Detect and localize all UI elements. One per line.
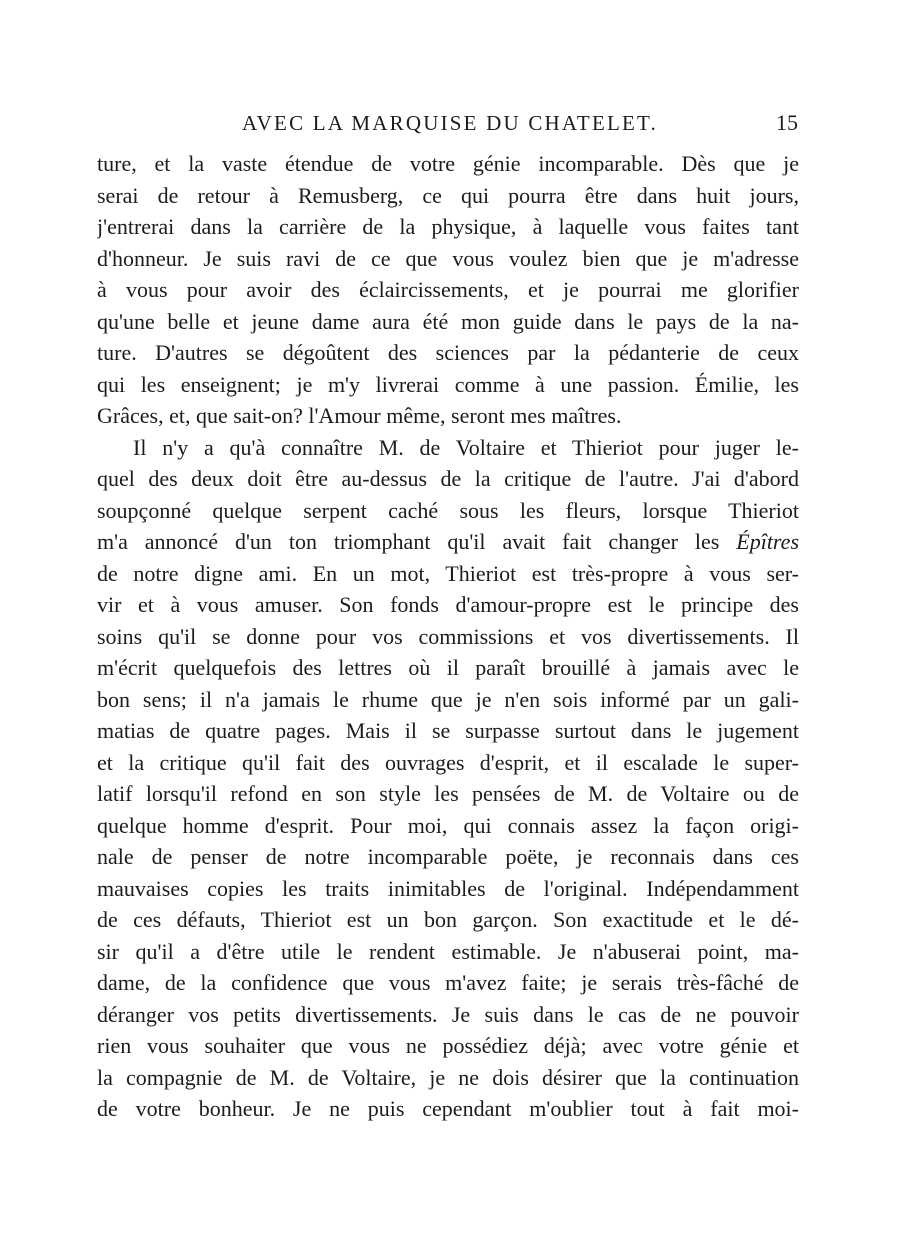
- text-line-start: m'a annoncé d'un ton triomphant qu'il avait fait changer les: [97, 529, 737, 554]
- text-line: d'honneur. Je suis ravi de ce que vous voulez bien que je m'adresse: [97, 245, 799, 271]
- text-line: ture. D'autres se dégoûtent des sciences par la pédanterie de ceux: [97, 340, 799, 365]
- text-line: ture, et la vaste étendue de votre génie incomparable. Dès que je: [97, 151, 799, 176]
- text-line: quel des deux doit être au-dessus de la critique de l'autre. J'ai d'abord: [97, 466, 799, 491]
- text-line: de votre bonheur. Je ne puis cependant m'oublier tout à fait moi-: [97, 1096, 799, 1121]
- text-line: quelque homme d'esprit. Pour moi, qui connais assez la façon origi-: [97, 812, 799, 838]
- text-line: matias de quatre pages. Mais il se surpasse surtout dans le jugement: [97, 718, 799, 743]
- text-line: Grâces, et, que sait-on? l'Amour même, seront mes maîtres.: [97, 403, 622, 428]
- text-line: m'écrit quelquefois des lettres où il paraît brouillé à jamais avec le: [97, 655, 799, 680]
- text-line: déranger vos petits divertissements. Je suis dans le cas de ne pouvoir: [97, 1001, 799, 1027]
- text-line: soupçonné quelque serpent caché sous les fleurs, lorsque Thieriot: [97, 497, 799, 523]
- text-line: vir et à vous amuser. Son fonds d'amour-propre est le principe des: [97, 592, 799, 617]
- text-line: de notre digne ami. En un mot, Thieriot est très-propre à vous ser-: [97, 560, 799, 586]
- text-line: Il n'y a qu'à connaître M. de Voltaire et Thieriot pour juger le-: [133, 434, 799, 460]
- text-line: bon sens; il n'a jamais le rhume que je n'en sois informé par un gali-: [97, 686, 799, 712]
- italic-title: Épîtres: [736, 529, 799, 554]
- text-line: dame, de la confidence que vous m'avez faite; je serais très-fâché de: [97, 970, 799, 995]
- text-line: qui les enseignent; je m'y livrerai comme à une passion. Émilie, les: [97, 371, 799, 397]
- text-line: rien vous souhaiter que vous ne possédiez déjà; avec votre génie et: [97, 1033, 799, 1058]
- text-line: la compagnie de M. de Voltaire, je ne dois désirer que la continuation: [97, 1064, 799, 1090]
- text-line: nale de penser de notre incomparable poëte, je reconnais dans ces: [97, 844, 799, 869]
- page-number: 15: [776, 110, 798, 135]
- text-line: soins qu'il se donne pour vos commissions et vos divertissements. Il: [97, 623, 799, 649]
- body-text: [97, 148, 799, 1125]
- text-line: mauvaises copies les traits inimitables de l'original. Indépendamment: [97, 875, 799, 901]
- text-line: sir qu'il a d'être utile le rendent estimable. Je n'abuserai point, ma-: [97, 938, 799, 964]
- text-line-with-italic: [97, 526, 799, 558]
- text-line: à vous pour avoir des éclaircissements, et je pourrai me glorifier: [97, 277, 799, 302]
- text-line: qu'une belle et jeune dame aura été mon guide dans le pays de la na-: [97, 308, 799, 334]
- running-head-title: AVEC LA MARQUISE DU CHATELET.: [242, 111, 658, 135]
- text-line: latif lorsqu'il refond en son style les pensées de M. de Voltaire ou de: [97, 781, 799, 806]
- text-line: de ces défauts, Thieriot est un bon garçon. Son exactitude et le dé-: [97, 907, 799, 932]
- text-line: et la critique qu'il fait des ouvrages d'esprit, et il escalade le super-: [97, 749, 799, 775]
- text-line: j'entrerai dans la carrière de la physique, à laquelle vous faites tant: [97, 214, 799, 239]
- text-line: serai de retour à Remusberg, ce qui pourra être dans huit jours,: [97, 182, 799, 208]
